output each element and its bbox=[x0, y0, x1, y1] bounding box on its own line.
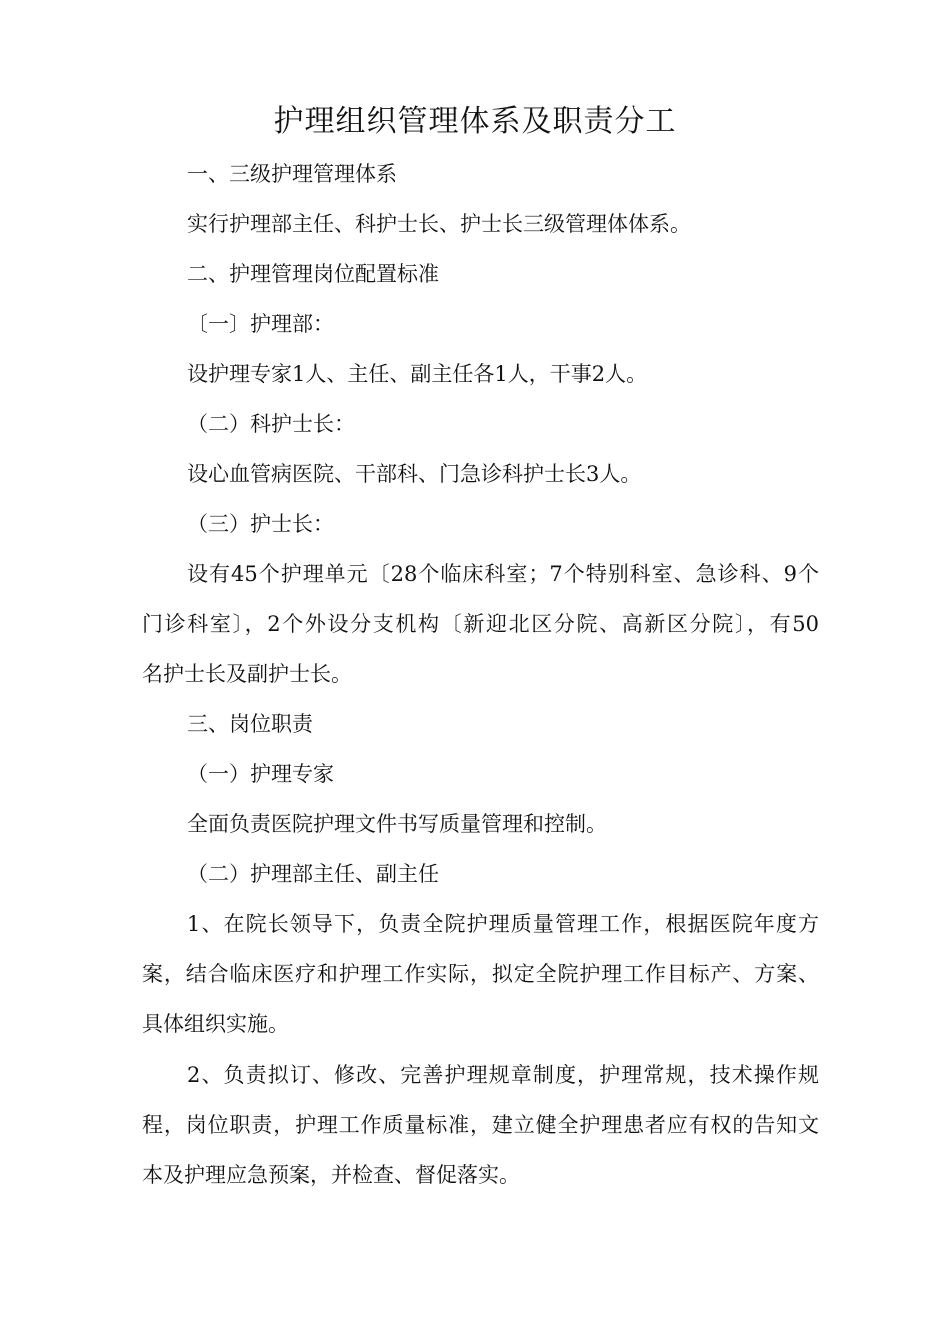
subsection-heading: （三）护士长： bbox=[187, 512, 334, 536]
paragraph-line: 全面负责医院护理文件书写质量管理和控制。 bbox=[187, 812, 607, 836]
paragraph-line: 1、在院长领导下，负责全院护理质量管理工作，根据医院年度方 bbox=[187, 912, 819, 936]
document-title: 护理组织管理体系及职责分工 bbox=[273, 104, 677, 139]
subsection-heading: 〔一〕护理部： bbox=[187, 312, 334, 336]
paragraph-line: 本及护理应急预案，并检查、督促落实。 bbox=[142, 1163, 520, 1187]
paragraph-line: 案，结合临床医疗和护理工作实际，拟定全院护理工作目标产、方案、 bbox=[142, 962, 819, 986]
section-heading-1: 一、三级护理管理体系 bbox=[187, 162, 397, 186]
paragraph-line: 门诊科室〕，2个外设分支机构〔新迎北区分院、高新区分院〕，有50 bbox=[142, 612, 819, 636]
paragraph-line: 名护士长及副护士长。 bbox=[142, 662, 352, 686]
paragraph-line: 设护理专家1人、主任、副主任各1人，干事2人。 bbox=[187, 362, 648, 386]
section-heading-2: 二、护理管理岗位配置标准 bbox=[187, 262, 439, 286]
paragraph-line: 实行护理部主任、科护士长、护士长三级管理体体系。 bbox=[187, 212, 691, 236]
subsection-heading: （一）护理专家 bbox=[187, 762, 334, 786]
paragraph-line: 设心血管病医院、干部科、门急诊科护士长3人。 bbox=[187, 462, 642, 486]
paragraph-line: 设有45个护理单元〔28个临床科室；7个特别科室、急诊科、9个 bbox=[187, 562, 819, 586]
section-heading-3: 三、岗位职责 bbox=[187, 712, 313, 736]
subsection-heading: （二）护理部主任、副主任 bbox=[187, 862, 439, 886]
paragraph-line: 2、负责拟订、修改、完善护理规章制度，护理常规，技术操作规 bbox=[187, 1063, 819, 1087]
paragraph-line: 具体组织实施。 bbox=[142, 1012, 289, 1036]
subsection-heading: （二）科护士长： bbox=[187, 412, 355, 436]
paragraph-line: 程，岗位职责，护理工作质量标准，建立健全护理患者应有权的告知文 bbox=[142, 1113, 819, 1137]
